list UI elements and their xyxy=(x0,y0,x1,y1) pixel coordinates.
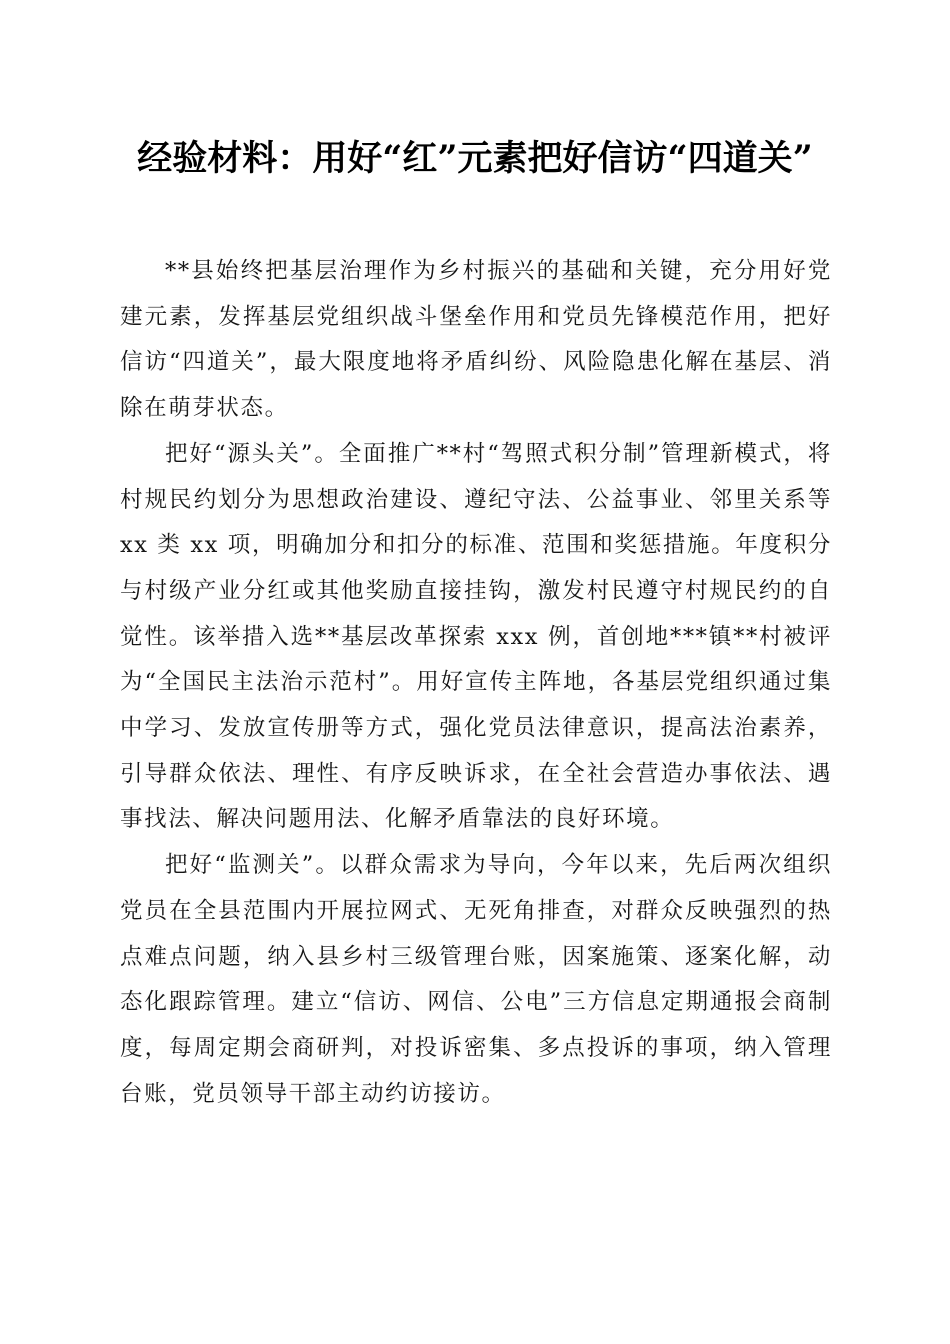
document-title: 经验材料：用好“红”元素把好信访“四道关” xyxy=(137,138,813,179)
document-body xyxy=(120,249,832,1117)
paragraph-source-gate: 把好“源头关”。全面推广**村“驾照式积分制”管理新模式，将村规民约划分为思想政治建设、遵纪守法、公益事业、邻里关系等 xx 类 xx 项，明确加分和扣分的标准、范围和奖惩措施。年度积分与村级产业分红或其他奖励直接挂钩，激发村民遵守村规民约的自觉性。该举措入选**基层改革探索 xxx 例，首创地***镇**村被评为“全国民主法治示范村”。用好宣传主阵地，各基层党组织通过集中学习、发放宣传册等方式，强化党员法律意识，提高法治素养，引导群众依法、理性、有序反映诉求，在全社会营造办事依法、遇事找法、解决问题用法、化解矛盾靠法的良好环境。 xyxy=(120,440,832,833)
paragraph-intro: **县始终把基层治理作为乡村振兴的基础和关键，充分用好党建元素，发挥基层党组织战斗堡垒作用和党员先锋模范作用，把好信访“四道关”，最大限度地将矛盾纠纷、风险隐患化解在基层、消除在萌芽状态。 xyxy=(120,258,832,422)
paragraph-monitor-gate: 把好“监测关”。以群众需求为导向，今年以来，先后两次组织党员在全县范围内开展拉网式、无死角排查，对群众反映强烈的热点难点问题，纳入县乡村三级管理台账，因案施策、逐案化解，动态化跟踪管理。建立“信访、网信、公电”三方信息定期通报会商制度，每周定期会商研判，对投诉密集、多点投诉的事项，纳入管理台账，党员领导干部主动约访接访。 xyxy=(120,852,832,1107)
